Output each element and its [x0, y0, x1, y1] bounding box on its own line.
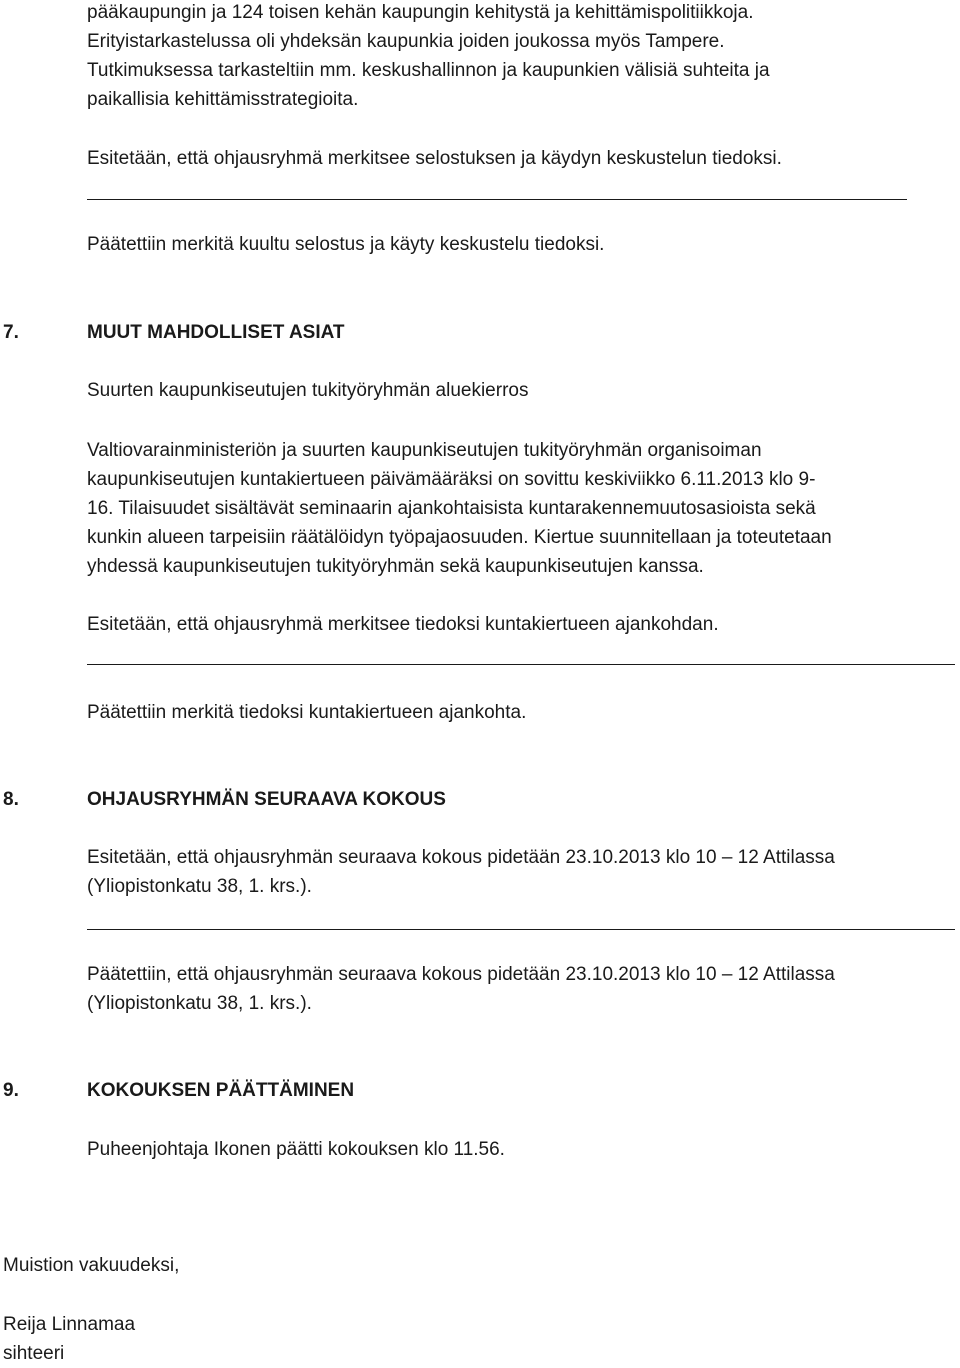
section-number: 9. [3, 1080, 19, 1101]
section-7-body [87, 436, 960, 581]
intro-decision: Päätettiin merkitä kuultu selostus ja käyty keskustelu tiedoksi. [87, 234, 605, 255]
signature-closing: Muistion vakuudeksi, [3, 1255, 180, 1276]
separator-line [87, 664, 955, 665]
intro-paragraph [87, 0, 960, 114]
proposal-line: Esitetään, että ohjausryhmän seuraava kokous pidetään 23.10.2013 klo 10 – 12 Attilassa [87, 847, 835, 868]
section-7-decision: Päätettiin merkitä tiedoksi kuntakiertueen ajankohta. [87, 702, 527, 723]
proposal-line: (Yliopistonkatu 38, 1. krs.). [87, 876, 312, 897]
section-number: 8. [3, 789, 19, 810]
intro-line: pääkaupungin ja 124 toisen kehän kaupungin kehitystä ja kehittämispolitiikkoja. [87, 2, 754, 23]
signature-name: Reija Linnamaa [3, 1314, 136, 1335]
signature-role: sihteeri [3, 1343, 65, 1364]
separator-line [87, 199, 907, 200]
section-8-proposal [87, 843, 960, 901]
intro-line: Tutkimuksessa tarkasteltiin mm. keskushallinnon ja kaupunkien välisiä suhteita ja [87, 60, 770, 81]
separator-line [87, 929, 955, 930]
section-title: OHJAUSRYHMÄN SEURAAVA KOKOUS [87, 789, 446, 810]
intro-proposal: Esitetään, että ohjausryhmä merkitsee selostuksen ja käydyn keskustelun tiedoksi. [87, 148, 782, 169]
body-line: 16. Tilaisuudet sisältävät seminaarin ajankohtaisista kuntarakennemuutosasioista sekä [87, 498, 816, 519]
body-line: Valtiovarainministeriön ja suurten kaupunkiseutujen tukityöryhmän organisoiman [87, 440, 762, 461]
body-line: kaupunkiseutujen kuntakiertueen päivämääräksi on sovittu keskiviikko 6.11.2013 klo 9- [87, 469, 816, 490]
section-title: KOKOUKSEN PÄÄTTÄMINEN [87, 1080, 355, 1101]
section-7-subtitle: Suurten kaupunkiseutujen tukityöryhmän aluekierros [87, 380, 529, 401]
section-9-body: Puheenjohtaja Ikonen päätti kokouksen klo 11.56. [87, 1139, 505, 1160]
body-line: yhdessä kaupunkiseutujen tukityöryhmän sekä kaupunkiseutujen kanssa. [87, 556, 704, 577]
decision-line: (Yliopistonkatu 38, 1. krs.). [87, 993, 312, 1014]
section-8-decision [87, 960, 960, 1018]
intro-line: Erityistarkastelussa oli yhdeksän kaupunkia joiden joukossa myös Tampere. [87, 31, 725, 52]
section-title: MUUT MAHDOLLISET ASIAT [87, 322, 345, 343]
section-number: 7. [3, 322, 19, 343]
section-7-proposal: Esitetään, että ohjausryhmä merkitsee tiedoksi kuntakiertueen ajankohdan. [87, 614, 719, 635]
decision-line: Päätettiin, että ohjausryhmän seuraava kokous pidetään 23.10.2013 klo 10 – 12 Attilassa [87, 964, 835, 985]
intro-line: paikallisia kehittämisstrategioita. [87, 89, 359, 110]
body-line: kunkin alueen tarpeisiin räätälöidyn työpajaosuuden. Kiertue suunnitellaan ja toteutetaan [87, 527, 832, 548]
